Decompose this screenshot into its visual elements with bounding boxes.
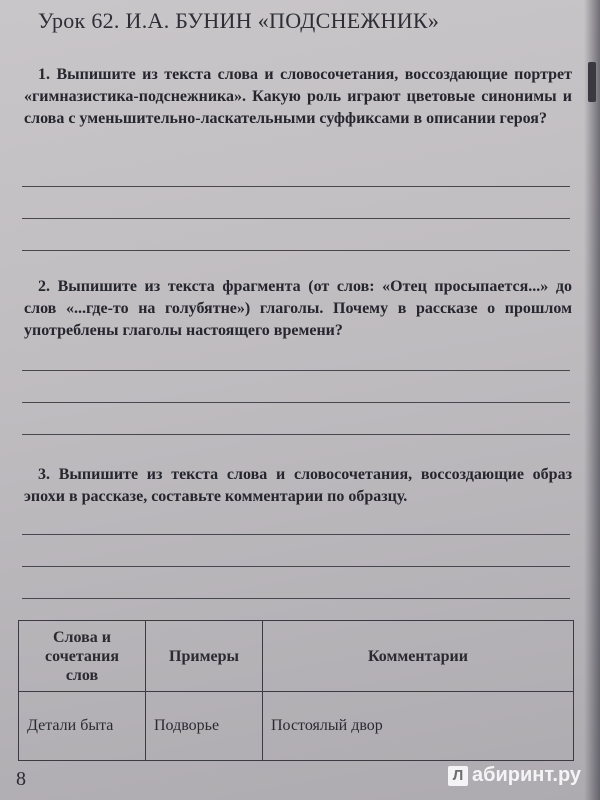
table-cell[interactable]: Постоялый двор: [263, 692, 574, 761]
task-1-text: 1. Выпишите из текста слова и словосочетания, воссоздающие портрет «гимназистика-подснежника». Какую роль играют цветовые синонимы и слова с уменьшительно-ласкательными суффиксами в описании героя?: [24, 66, 572, 127]
answer-line[interactable]: [22, 218, 570, 219]
answer-line[interactable]: [22, 534, 570, 535]
task-3: [24, 464, 572, 508]
page-tab-marker: [588, 62, 596, 102]
table-header-cell: Примеры: [146, 621, 263, 692]
answer-line[interactable]: [22, 402, 570, 403]
answer-line[interactable]: [22, 186, 570, 187]
task-2-text: 2. Выпишите из текста фрагмента (от слов: «Отец просыпается...» до слов «...где-то на голубятне») глаголы. Почему в рассказе о прошлом употреблены глаголы настоящего времени?: [24, 278, 572, 339]
answer-line[interactable]: [22, 370, 570, 371]
task-3-text: 3. Выпишите из текста слова и словосочетания, воссоздающие образ эпохи в рассказе, составьте комментарии по образцу.: [24, 466, 572, 505]
task-2: [24, 276, 572, 342]
answer-line[interactable]: [22, 598, 570, 599]
table-row: [19, 692, 574, 761]
table-cell[interactable]: Детали быта: [19, 692, 146, 761]
labirint-logo-icon: Л: [448, 766, 468, 786]
page-title: Урок 62. И.А. БУНИН «ПОДСНЕЖНИК»: [38, 8, 440, 33]
table-header-cell: Комментарии: [263, 621, 574, 692]
page-number: 8: [16, 768, 26, 790]
table-cell[interactable]: Подворье: [146, 692, 263, 761]
table-header-cell: Слова и сочетания слов: [19, 621, 146, 692]
page-edge-shadow: [584, 0, 600, 800]
example-table: [18, 620, 574, 761]
answer-line[interactable]: [22, 434, 570, 435]
answer-line[interactable]: [22, 566, 570, 567]
watermark: [448, 764, 581, 787]
task-1: [24, 64, 572, 130]
table-header-row: [19, 621, 574, 692]
watermark-text: абиринт.ру: [472, 764, 582, 786]
answer-line[interactable]: [22, 250, 570, 251]
